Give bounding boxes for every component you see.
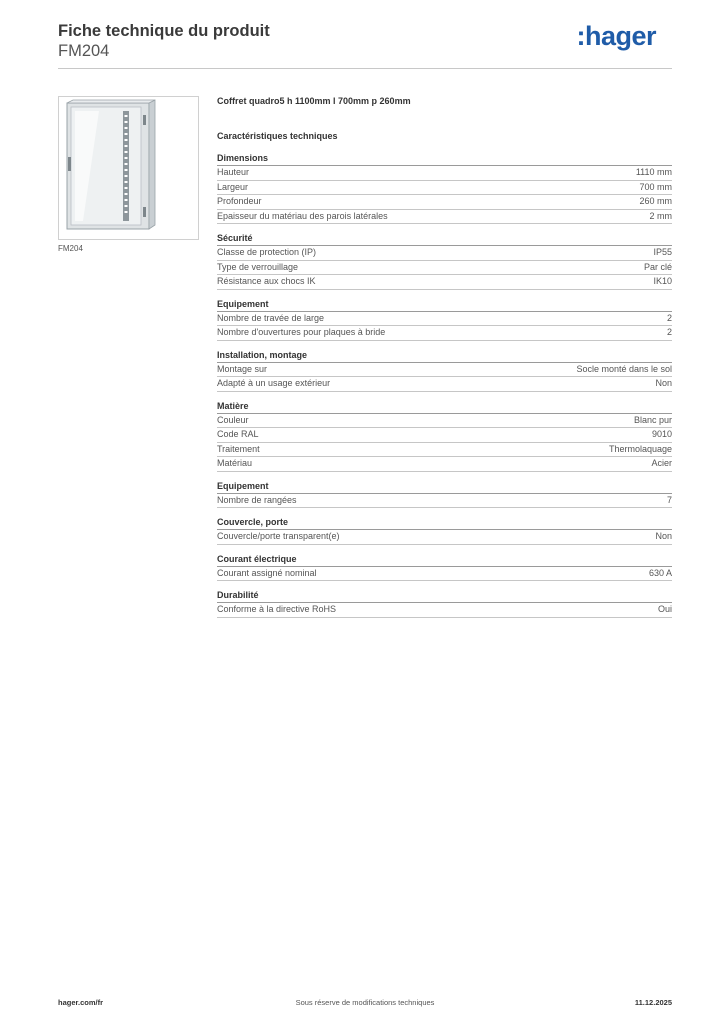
section-matiere xyxy=(217,400,672,472)
spec-value: Acier xyxy=(651,458,672,468)
spec-label: Type de verrouillage xyxy=(217,261,299,272)
section-equipement-rangees xyxy=(217,480,672,509)
spec-label: Montage sur xyxy=(217,363,268,374)
document-header xyxy=(58,21,672,61)
spec-value: Non xyxy=(655,531,672,541)
spec-value: 2 xyxy=(666,327,672,337)
spec-row xyxy=(217,326,672,341)
spec-label: Couleur xyxy=(217,414,249,425)
product-description: Coffret quadro5 h 1100mm l 700mm p 260mm xyxy=(217,96,411,106)
spec-row xyxy=(217,377,672,392)
footer-website-link[interactable]: hager.com/fr xyxy=(58,998,104,1007)
spec-label: Code RAL xyxy=(217,429,259,439)
spec-label: Nombre d'ouvertures pour plaques à bride xyxy=(217,327,386,337)
section-heading: Couvercle, porte xyxy=(217,516,672,530)
spec-row xyxy=(217,210,672,225)
section-heading: Equipement xyxy=(217,480,672,494)
spec-label: Nombre de travée de large xyxy=(217,312,325,323)
spec-row xyxy=(217,603,672,618)
spec-row xyxy=(217,312,672,327)
spec-value: IP55 xyxy=(653,247,672,257)
spec-value: 630 A xyxy=(648,567,672,578)
characteristics-title: Caractéristiques techniques xyxy=(217,131,338,141)
footer-disclaimer: Sous réserve de modifications techniques xyxy=(295,998,435,1007)
section-equipement xyxy=(217,298,672,341)
spec-value: 1110 mm xyxy=(635,167,672,177)
section-durabilite xyxy=(217,589,672,618)
spec-label: Classe de protection (IP) xyxy=(217,247,317,257)
hager-logo: :hager xyxy=(576,21,656,51)
enclosure-illustration xyxy=(59,97,198,239)
section-heading: Matière xyxy=(217,400,672,414)
spec-row xyxy=(217,428,672,443)
spec-row xyxy=(217,181,672,196)
spec-row xyxy=(217,275,672,290)
spec-value: IK10 xyxy=(653,276,672,286)
spec-value: Thermolaquage xyxy=(608,443,672,454)
section-couvercle xyxy=(217,516,672,545)
spec-value: Par clé xyxy=(643,261,672,272)
header-divider xyxy=(58,68,672,69)
section-heading: Courant électrique xyxy=(217,553,672,567)
spec-row xyxy=(217,246,672,261)
spec-value: 260 mm xyxy=(639,196,672,206)
spec-value: Socle monté dans le sol xyxy=(576,363,672,374)
page-title: Fiche technique du produit xyxy=(58,22,270,40)
spec-value: 700 mm xyxy=(639,181,672,192)
spec-label: Courant assigné nominal xyxy=(217,567,317,578)
spec-row xyxy=(217,567,672,582)
section-dimensions xyxy=(217,152,672,224)
spec-label: Nombre de rangées xyxy=(217,494,297,505)
image-caption: FM204 xyxy=(58,244,83,253)
spec-value: 2 mm xyxy=(649,210,672,221)
spec-label: Traitement xyxy=(217,443,260,454)
footer-date: 11.12.2025 xyxy=(634,998,672,1007)
technical-content xyxy=(217,95,672,626)
spec-label: Epaisseur du matériau des parois latérales xyxy=(217,210,388,221)
spec-label: Adapté à un usage extérieur xyxy=(217,378,331,388)
product-reference: FM204 xyxy=(58,42,110,60)
spec-value: 2 xyxy=(666,312,672,323)
spec-label: Hauteur xyxy=(217,167,250,177)
spec-row xyxy=(217,261,672,276)
spec-row xyxy=(217,494,672,509)
section-heading: Durabilité xyxy=(217,589,672,603)
spec-row xyxy=(217,414,672,429)
spec-row xyxy=(217,195,672,210)
spec-value: Non xyxy=(655,378,672,388)
spec-value: Blanc pur xyxy=(633,414,672,425)
spec-row xyxy=(217,530,672,545)
section-heading: Sécurité xyxy=(217,232,672,246)
section-heading: Dimensions xyxy=(217,152,672,166)
spec-label: Largeur xyxy=(217,181,249,192)
section-installation xyxy=(217,349,672,392)
spec-label: Résistance aux chocs IK xyxy=(217,276,316,286)
section-heading: Equipement xyxy=(217,298,672,312)
spec-label: Conforme à la directive RoHS xyxy=(217,604,337,614)
spec-row xyxy=(217,443,672,458)
spec-row xyxy=(217,363,672,378)
section-securite xyxy=(217,232,672,290)
spec-label: Matériau xyxy=(217,458,253,468)
section-courant xyxy=(217,553,672,582)
spec-label: Couvercle/porte transparent(e) xyxy=(217,531,340,541)
spec-row xyxy=(217,457,672,472)
spec-label: Profondeur xyxy=(217,196,262,206)
spec-value: 7 xyxy=(666,494,672,505)
spec-value: Oui xyxy=(657,604,672,614)
spec-row xyxy=(217,166,672,181)
section-heading: Installation, montage xyxy=(217,349,672,363)
spec-value: 9010 xyxy=(651,429,672,439)
product-image xyxy=(58,96,199,240)
